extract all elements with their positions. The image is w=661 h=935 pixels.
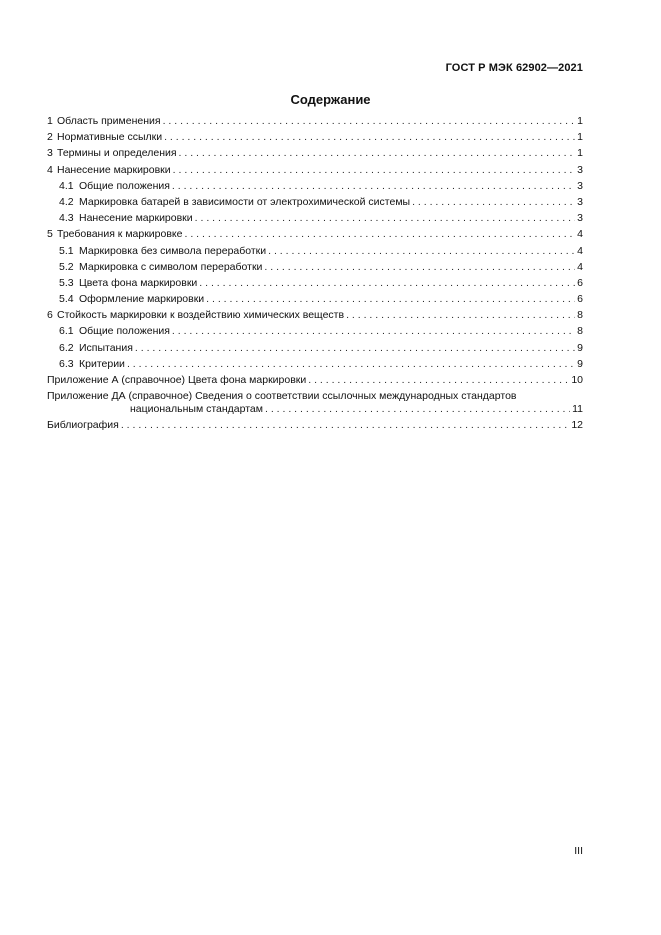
toc-leader-dots xyxy=(412,196,575,209)
toc-entry-number: 4.2 xyxy=(59,195,74,208)
toc-entry-number: 4.1 xyxy=(59,179,74,192)
toc-entry-appendix-da[interactable] xyxy=(47,390,583,416)
toc-entry[interactable] xyxy=(47,261,583,274)
toc-entry[interactable] xyxy=(47,277,583,290)
toc-entry-page: 6 xyxy=(577,276,583,289)
toc-entry-label: Приложение ДА (справочное) Сведения о соответствии ссылочных международных стандартов xyxy=(47,390,517,403)
toc-entry-number: 6 xyxy=(47,309,53,322)
toc-entry[interactable] xyxy=(47,358,583,371)
toc-entry[interactable] xyxy=(47,147,583,160)
toc-entry-label: Область применения xyxy=(57,115,161,127)
toc-entry[interactable] xyxy=(47,180,583,193)
toc-entry-number: 6.2 xyxy=(59,341,74,354)
toc-entry-label: Библиография xyxy=(47,419,119,432)
toc-leader-dots xyxy=(206,293,575,306)
toc-entry-number: 6.3 xyxy=(59,357,74,370)
toc-entry-page: 9 xyxy=(577,341,583,354)
toc-leader-dots xyxy=(308,374,569,387)
toc-entry[interactable] xyxy=(47,293,583,306)
toc-entry-number: 3 xyxy=(47,147,53,160)
toc-leader-dots xyxy=(268,245,575,258)
toc-entry-label: Нормативные ссылки xyxy=(57,131,163,144)
toc-entry-label: Общие положения xyxy=(79,325,170,338)
toc-entry-page: 10 xyxy=(571,374,583,386)
page-number: III xyxy=(574,845,583,857)
toc-entry-label: Оформление маркировки xyxy=(79,293,205,306)
toc-leader-dots xyxy=(264,261,575,274)
toc-leader-dots xyxy=(195,212,576,225)
toc-entry-label: Нанесение маркировки xyxy=(57,163,171,176)
toc-entry-page: 4 xyxy=(577,244,583,257)
toc-title: Содержание xyxy=(290,92,371,107)
toc-entry-number: 1 xyxy=(47,115,53,127)
toc-entry-page: 8 xyxy=(577,325,583,338)
toc-entry-number: 5.3 xyxy=(59,276,74,289)
toc-entry-page: 4 xyxy=(577,228,583,241)
toc-entry[interactable] xyxy=(47,309,583,322)
toc-leader-dots xyxy=(199,277,575,290)
toc-entry-bibliography[interactable] xyxy=(47,419,583,432)
toc-leader-dots xyxy=(127,358,575,371)
toc-entry-number: 4 xyxy=(47,163,53,176)
toc-entry-label: Критерии xyxy=(79,357,125,370)
toc-leader-dots xyxy=(163,115,576,128)
toc-entry[interactable] xyxy=(47,342,583,355)
toc-entry-label: Стойкость маркировки к воздействию химических веществ xyxy=(57,309,345,322)
toc-entry[interactable] xyxy=(47,212,583,225)
toc-entry[interactable] xyxy=(47,245,583,258)
toc-entry-page: 3 xyxy=(577,212,583,225)
toc-leader-dots xyxy=(184,228,575,241)
toc-entry[interactable] xyxy=(47,228,583,241)
toc-entry-number: 5.1 xyxy=(59,244,74,257)
toc-entry-page: 12 xyxy=(571,419,583,432)
toc-entry[interactable] xyxy=(47,131,583,144)
toc-entry-page: 3 xyxy=(577,195,583,208)
toc-entry-page: 9 xyxy=(577,357,583,370)
toc-entry-label: Приложение А (справочное) Цвета фона маркировки xyxy=(47,374,307,386)
toc-entry-number: 2 xyxy=(47,131,53,144)
toc-entry-label: Испытания xyxy=(79,341,133,354)
toc-leader-dots xyxy=(346,309,575,322)
toc-entry-label: Требования к маркировке xyxy=(57,228,183,241)
toc-entry-label: Общие положения xyxy=(79,179,170,192)
toc-entry[interactable] xyxy=(47,115,583,128)
toc-entry-page: 1 xyxy=(577,131,583,144)
toc-entry-page: 3 xyxy=(577,163,583,176)
toc-entry-appendix-a[interactable] xyxy=(47,374,583,387)
toc-entry-label: Маркировка без символа переработки xyxy=(79,244,267,257)
toc-entry[interactable] xyxy=(47,196,583,209)
table-of-contents xyxy=(47,115,583,436)
toc-entry-label: Маркировка батарей в зависимости от электрохимической системы xyxy=(79,195,411,208)
toc-entry[interactable] xyxy=(47,164,583,177)
toc-entry-number: 5.2 xyxy=(59,260,74,273)
toc-leader-dots xyxy=(135,342,575,355)
toc-entry-page: 11 xyxy=(572,403,583,416)
toc-leader-dots xyxy=(173,164,576,177)
toc-leader-dots xyxy=(121,419,569,432)
toc-leader-dots xyxy=(164,131,575,144)
toc-entry[interactable] xyxy=(47,325,583,338)
toc-entry-page: 1 xyxy=(577,147,583,160)
toc-entry-number: 6.1 xyxy=(59,325,74,338)
document-code: ГОСТ Р МЭК 62902—2021 xyxy=(445,62,583,74)
toc-entry-page: 6 xyxy=(577,293,583,306)
toc-entry-number: 5.4 xyxy=(59,293,74,306)
toc-entry-label: Нанесение маркировки xyxy=(79,212,193,225)
toc-entry-page: 3 xyxy=(577,179,583,192)
toc-entry-number: 4.3 xyxy=(59,212,74,225)
toc-entry-page: 4 xyxy=(577,260,583,273)
toc-leader-dots xyxy=(172,180,575,193)
toc-leader-dots xyxy=(172,325,575,338)
toc-entry-page: 8 xyxy=(577,309,583,322)
toc-entry-label: Термины и определения xyxy=(57,147,177,160)
toc-entry-label: Цвета фона маркировки xyxy=(79,276,198,289)
toc-leader-dots xyxy=(265,403,570,416)
toc-entry-label: Маркировка с символом переработки xyxy=(79,260,263,273)
toc-entry-label-continuation: национальным стандартам xyxy=(130,403,263,416)
toc-entry-number: 5 xyxy=(47,228,53,241)
toc-entry-page: 1 xyxy=(577,115,583,127)
toc-leader-dots xyxy=(179,147,576,160)
